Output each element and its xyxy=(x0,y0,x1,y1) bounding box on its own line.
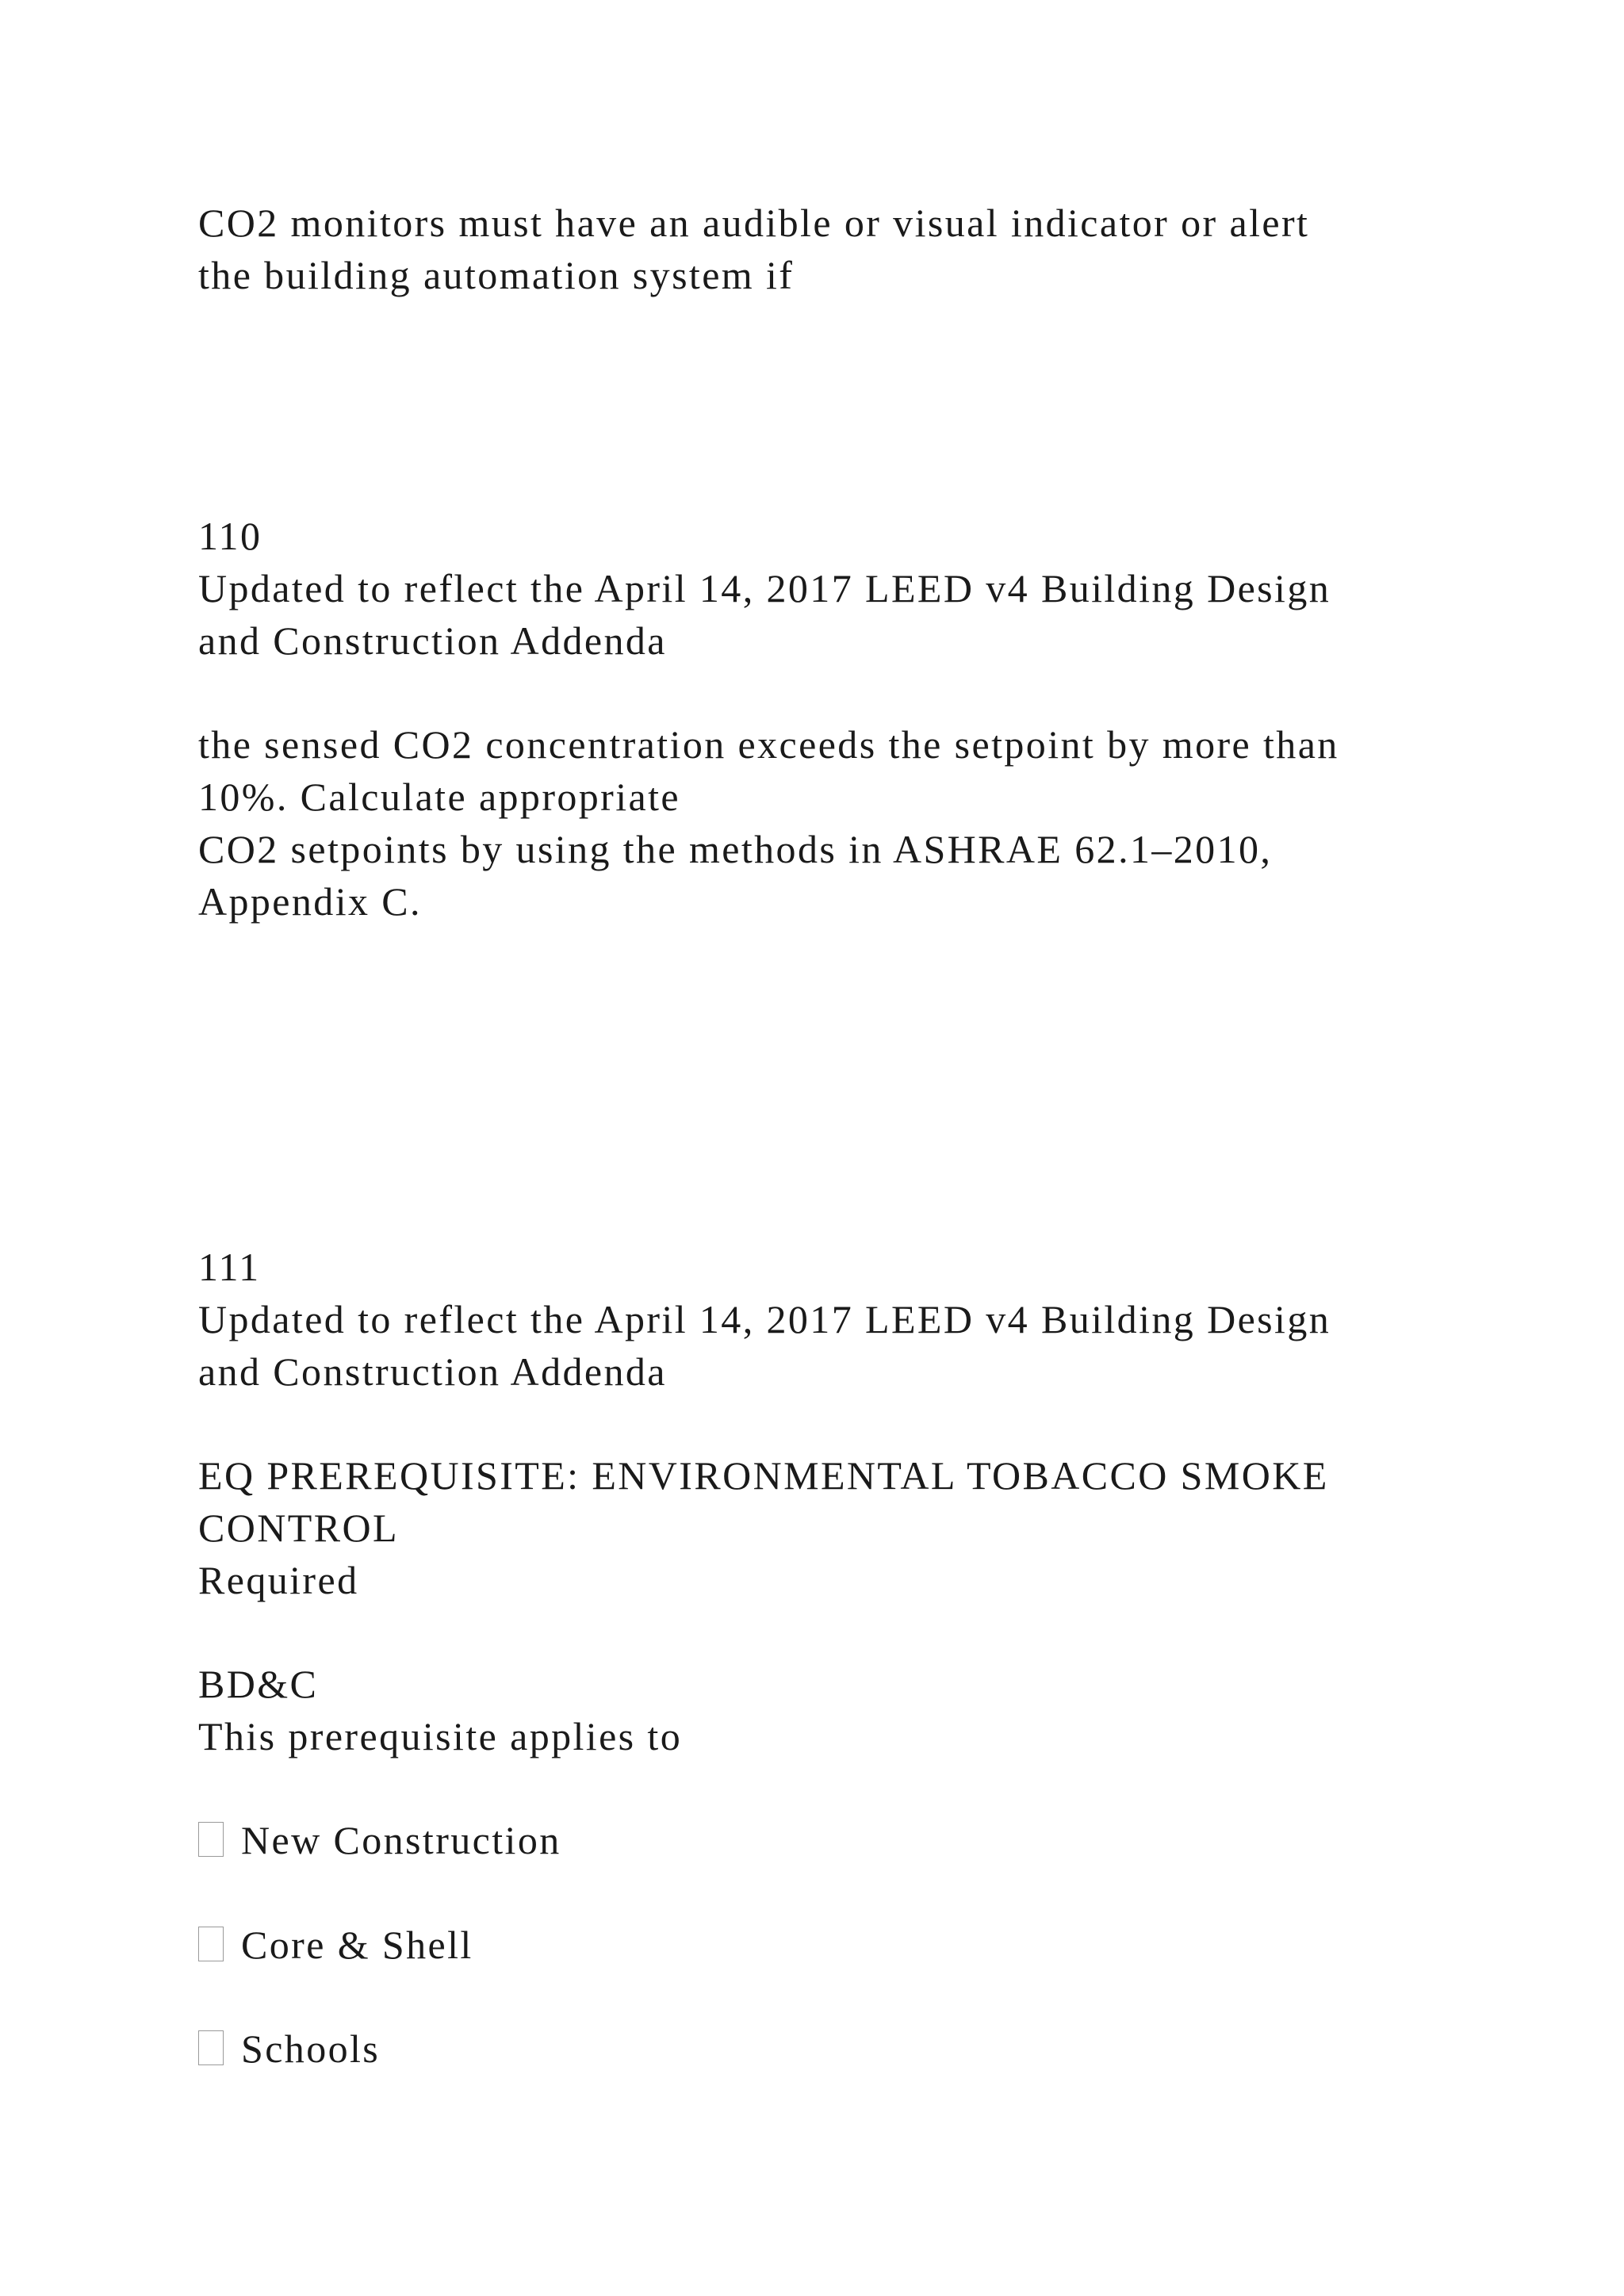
checkbox-glyph-icon xyxy=(198,1822,224,1857)
update-note-111-line-2: and Construction Addenda xyxy=(198,1349,667,1394)
body-110-line-1: the sensed CO2 concentration exceeds the setpoint by more than xyxy=(198,722,1339,767)
prerequisite-status: Required xyxy=(198,1558,359,1602)
applies-to-item-label: Schools xyxy=(241,2026,381,2071)
page-number-110: 110 xyxy=(198,514,262,558)
prerequisite-heading-line-2: CONTROL xyxy=(198,1506,399,1550)
applies-to-item-schools xyxy=(198,2022,380,2075)
applies-to-item-label: Core & Shell xyxy=(241,1923,473,1967)
intro-line-1: CO2 monitors must have an audible or visual indicator or alert xyxy=(198,201,1310,245)
applies-to-item-new-construction xyxy=(198,1814,561,1866)
checkbox-glyph-icon xyxy=(198,1927,224,1961)
update-note-111-line-1: Updated to reflect the April 14, 2017 LEED v4 Building Design xyxy=(198,1297,1331,1341)
update-note-110-line-1: Updated to reflect the April 14, 2017 LEED v4 Building Design xyxy=(198,566,1331,610)
body-110-line-4: Appendix C. xyxy=(198,879,422,924)
prerequisite-heading-line-1: EQ PREREQUISITE: ENVIRONMENTAL TOBACCO SMOKE xyxy=(198,1453,1329,1498)
body-110-line-3: CO2 setpoints by using the methods in ASHRAE 62.1–2010, xyxy=(198,827,1273,871)
applies-to-label: This prerequisite applies to xyxy=(198,1714,683,1758)
update-note-110-line-2: and Construction Addenda xyxy=(198,618,667,663)
intro-line-2: the building automation system if xyxy=(198,253,795,297)
body-110-line-2: 10%. Calculate appropriate xyxy=(198,775,681,819)
applies-to-item-label: New Construction xyxy=(241,1818,561,1862)
rating-system: BD&C xyxy=(198,1662,319,1706)
page-number-111: 111 xyxy=(198,1245,261,1289)
checkbox-glyph-icon xyxy=(198,2030,224,2065)
applies-to-item-core-shell xyxy=(198,1919,473,1971)
